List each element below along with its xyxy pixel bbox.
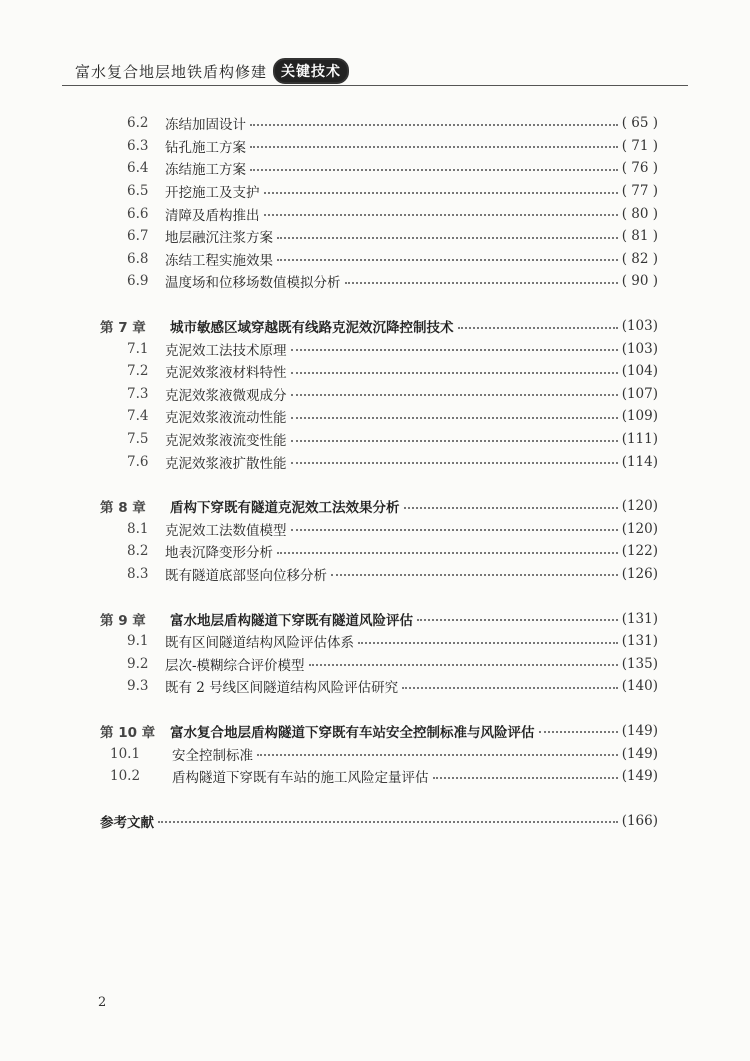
section-title: 安全控制标准	[172, 747, 253, 764]
chapter-title: 富水复合地层盾构隧道下穿既有车站安全控制标准与风险评估	[170, 724, 535, 741]
page-ref: (122)	[621, 543, 658, 560]
page-ref: (111)	[621, 431, 658, 448]
page-ref: (135)	[621, 655, 658, 672]
references-title: 参考文献	[100, 814, 154, 831]
dot-leader	[277, 236, 618, 239]
section-title: 盾构隧道下穿既有车站的施工风险定量评估	[172, 770, 429, 787]
toc-chapter-9[interactable]	[100, 607, 658, 630]
dot-leader	[291, 371, 618, 374]
section-number: 7.4	[127, 408, 149, 425]
section-number: 6.2	[127, 115, 149, 132]
section-title: 既有 2 号线区间隧道结构风险评估研究	[165, 680, 399, 697]
page-ref: (120)	[621, 498, 658, 515]
page-ref: (109)	[621, 408, 658, 425]
toc-entry[interactable]	[100, 563, 658, 586]
table-of-contents	[100, 112, 658, 832]
toc-chapter-7[interactable]	[100, 315, 658, 338]
section-title: 开挖施工及支护	[165, 185, 260, 202]
page-ref: (107)	[621, 385, 658, 402]
toc-entry[interactable]	[100, 630, 658, 653]
page-ref: (149)	[621, 768, 658, 785]
page-ref: (140)	[621, 678, 658, 695]
chapter-title: 富水地层盾构隧道下穿既有隧道风险评估	[170, 612, 413, 629]
toc-entry[interactable]	[100, 765, 658, 788]
page-ref: (131)	[621, 633, 658, 650]
dot-leader	[402, 686, 618, 689]
dot-leader	[291, 528, 618, 531]
toc-chapter-8[interactable]	[100, 495, 658, 518]
section-number: 6.5	[127, 183, 149, 200]
dot-leader	[417, 618, 618, 621]
page-ref: ( 76 )	[621, 160, 658, 177]
section-number: 9.3	[127, 678, 149, 695]
section-number: 10.2	[110, 768, 141, 785]
running-header	[75, 58, 349, 84]
chapter-title: 城市敏感区域穿越既有线路克泥效沉降控制技术	[170, 320, 454, 337]
page-ref: ( 81 )	[621, 228, 658, 245]
section-title: 钻孔施工方案	[165, 139, 246, 156]
toc-entry[interactable]	[100, 405, 658, 428]
header-badge: 关键技术	[273, 58, 349, 84]
section-number: 6.9	[127, 273, 149, 290]
dot-leader	[358, 641, 618, 644]
section-title: 层次-模糊综合评价模型	[165, 657, 305, 674]
section-title: 冻结工程实施效果	[165, 252, 273, 269]
page-ref: (103)	[621, 318, 658, 335]
toc-entry[interactable]	[100, 742, 658, 765]
page-ref: (104)	[621, 363, 658, 380]
page-ref: ( 90 )	[621, 273, 658, 290]
section-title: 既有区间隧道结构风险评估体系	[165, 635, 354, 652]
section-number: 8.2	[127, 543, 149, 560]
section-title: 既有隧道底部竖向位移分析	[165, 567, 327, 584]
dot-leader	[291, 348, 618, 351]
section-title: 冻结加固设计	[165, 117, 246, 134]
dot-leader	[291, 416, 618, 419]
page-ref: ( 65 )	[621, 115, 658, 132]
page-ref: (114)	[621, 453, 658, 470]
section-title: 温度场和位移场数值模拟分析	[165, 275, 341, 292]
section-number: 7.3	[127, 385, 149, 402]
section-number: 9.2	[127, 655, 149, 672]
section-number: 7.1	[127, 340, 149, 357]
section-title: 冻结施工方案	[165, 162, 246, 179]
dot-leader	[277, 258, 618, 261]
dot-leader	[250, 145, 618, 148]
page-ref: (131)	[621, 610, 658, 627]
section-title: 克泥效浆液材料特性	[165, 365, 287, 382]
page-number: 2	[98, 995, 107, 1010]
dot-leader	[539, 730, 618, 733]
dot-leader	[264, 191, 618, 194]
page-ref: ( 82 )	[621, 250, 658, 267]
toc-chapter-10[interactable]	[100, 720, 658, 743]
toc-entry[interactable]	[100, 157, 658, 180]
page-ref: ( 80 )	[621, 205, 658, 222]
page-ref: (149)	[621, 722, 658, 739]
page-ref: (126)	[621, 565, 658, 582]
dot-leader	[264, 213, 618, 216]
section-number: 9.1	[127, 633, 149, 650]
section-number: 7.6	[127, 453, 149, 470]
chapter-number: 第 8 章	[100, 500, 146, 517]
section-number: 6.6	[127, 205, 149, 222]
toc-entry[interactable]	[100, 337, 658, 360]
section-number: 7.2	[127, 363, 149, 380]
book-title: 富水复合地层地铁盾构修建	[75, 62, 268, 81]
dot-leader	[458, 326, 618, 329]
section-title: 克泥效浆液流动性能	[165, 410, 287, 427]
dot-leader	[291, 439, 618, 442]
dot-leader	[433, 776, 618, 779]
toc-entry[interactable]	[100, 450, 658, 473]
section-number: 6.3	[127, 137, 149, 154]
section-title: 克泥效工法技术原理	[165, 342, 287, 359]
chapter-number: 第 10 章	[100, 724, 156, 741]
section-title: 克泥效工法数值模型	[165, 522, 287, 539]
chapter-number: 第 7 章	[100, 320, 146, 337]
section-number: 8.1	[127, 520, 149, 537]
dot-leader	[257, 753, 618, 756]
dot-leader	[291, 461, 618, 464]
toc-entry[interactable]	[100, 383, 658, 406]
section-number: 6.4	[127, 160, 149, 177]
section-title: 地层融沉注浆方案	[165, 230, 273, 247]
toc-entry[interactable]	[100, 112, 658, 135]
section-number: 10.1	[110, 745, 141, 762]
chapter-number: 第 9 章	[100, 612, 146, 629]
toc-entry[interactable]	[100, 270, 658, 293]
toc-entry[interactable]	[100, 135, 658, 158]
section-title: 克泥效浆液微观成分	[165, 387, 287, 404]
toc-entry[interactable]	[100, 180, 658, 203]
dot-leader	[345, 281, 618, 284]
section-title: 克泥效浆液扩散性能	[165, 455, 287, 472]
dot-leader	[291, 393, 618, 396]
toc-entry[interactable]	[100, 202, 658, 225]
page-ref: (166)	[621, 812, 658, 829]
toc-references[interactable]	[100, 809, 658, 832]
dot-leader	[158, 820, 618, 823]
section-number: 8.3	[127, 565, 149, 582]
page-ref: (120)	[621, 520, 658, 537]
dot-leader	[331, 573, 618, 576]
dot-leader	[404, 506, 618, 509]
toc-entry[interactable]	[100, 518, 658, 541]
page-ref: ( 71 )	[621, 137, 658, 154]
toc-entry[interactable]	[100, 248, 658, 271]
dot-leader	[250, 123, 618, 126]
chapter-title: 盾构下穿既有隧道克泥效工法效果分析	[170, 500, 400, 517]
header-divider	[62, 85, 688, 86]
section-title: 清障及盾构推出	[165, 207, 260, 224]
toc-entry[interactable]	[100, 675, 658, 698]
toc-entry[interactable]	[100, 225, 658, 248]
dot-leader	[309, 663, 618, 666]
toc-entry[interactable]	[100, 428, 658, 451]
dot-leader	[250, 168, 618, 171]
section-number: 6.7	[127, 228, 149, 245]
page-ref: (103)	[621, 340, 658, 357]
page-ref: (149)	[621, 745, 658, 762]
section-title: 地表沉降变形分析	[165, 545, 273, 562]
section-number: 7.5	[127, 431, 149, 448]
section-title: 克泥效浆液流变性能	[165, 433, 287, 450]
dot-leader	[277, 551, 618, 554]
section-number: 6.8	[127, 250, 149, 267]
page-ref: ( 77 )	[621, 183, 658, 200]
toc-entry[interactable]	[100, 360, 658, 383]
toc-entry[interactable]	[100, 540, 658, 563]
toc-entry[interactable]	[100, 652, 658, 675]
